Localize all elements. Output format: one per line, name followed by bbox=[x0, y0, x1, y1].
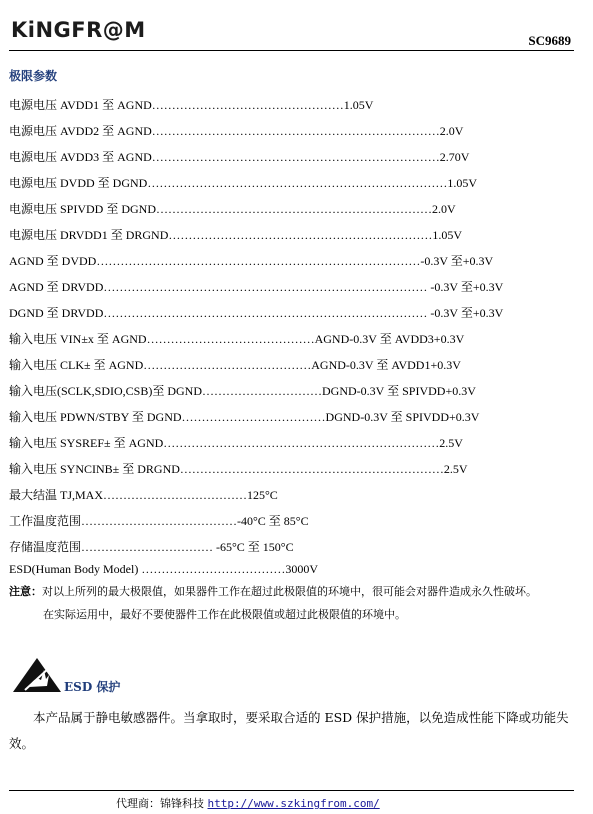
company-logo: KiNGFR@M bbox=[11, 18, 146, 42]
spec-row: 输入电压(SCLK,SDIO,CSB)至 DGND…………………………DGND-0.3V 至 SPIVDD+0.3V bbox=[9, 384, 476, 398]
footer bbox=[116, 795, 380, 811]
note-text: 对以上所列的最大极限值，如果器件工作在超过此极限值的环境中，很可能会对器件造成永久性破坏。 bbox=[42, 585, 537, 598]
spec-row: 电源电压 AVDD1 至 AGND…………………………………………1.05V bbox=[9, 98, 374, 112]
spec-row: 电源电压 DRVDD1 至 DRGND…………………………………………………………1.05V bbox=[9, 228, 463, 242]
esd-warning-icon bbox=[11, 656, 63, 694]
spec-row: DGND 至 DRVDD……………………………………………………………………… -0.3V 至+0.3V bbox=[9, 306, 504, 320]
spec-row: 工作温度范围…………………………………-40°C 至 85°C bbox=[9, 514, 309, 528]
spec-row: 电源电压 SPIVDD 至 DGND……………………………………………………………2.0V bbox=[9, 202, 456, 216]
section-title: 极限参数 bbox=[9, 69, 58, 83]
spec-row: 存储温度范围…………………………… -65°C 至 150°C bbox=[9, 540, 294, 554]
spec-row: 电源电压 AVDD3 至 AGND………………………………………………………………2.70V bbox=[9, 150, 470, 164]
header-divider bbox=[9, 50, 574, 51]
spec-row: 电源电压 DVDD 至 DGND…………………………………………………………………1.05V bbox=[9, 176, 477, 190]
spec-row: 输入电压 SYNCINB± 至 DRGND…………………………………………………………2.5V bbox=[9, 462, 468, 476]
spec-row: 输入电压 CLK± 至 AGND……………………………………AGND-0.3V 至 AVDD1+0.3V bbox=[9, 358, 461, 372]
footer-link[interactable]: http://www.szkingfrom.com/ bbox=[207, 797, 380, 810]
model-number: SC9689 bbox=[528, 33, 571, 48]
warning-note bbox=[9, 583, 537, 599]
esd-paragraph: 本产品属于静电敏感器件。当拿取时，要采取合适的 ESD 保护措施，以免造成性能下降或功能失效。 bbox=[9, 710, 569, 751]
spec-row: 电源电压 AVDD2 至 AGND………………………………………………………………2.0V bbox=[9, 124, 464, 138]
spec-row: AGND 至 DVDD………………………………………………………………………-0.3V 至+0.3V bbox=[9, 254, 494, 268]
spec-row: AGND 至 DRVDD……………………………………………………………………… -0.3V 至+0.3V bbox=[9, 280, 504, 294]
note-text-2: 在实际运用中，最好不要使器件工作在此极限值或超过此极限值的环境中。 bbox=[43, 608, 406, 621]
spec-row: 最大结温 TJ,MAX………………………………125°C bbox=[9, 488, 278, 502]
spec-row: ESD(Human Body Model) ………………………………3000V bbox=[9, 562, 318, 576]
footer-label: 代理商：锦锋科技 bbox=[116, 797, 204, 810]
spec-row: 输入电压 VIN±x 至 AGND……………………………………AGND-0.3V 至 AVDD3+0.3V bbox=[9, 332, 465, 346]
footer-divider bbox=[9, 790, 574, 791]
note-label: 注意： bbox=[9, 585, 42, 598]
spec-row: 输入电压 PDWN/STBY 至 DGND………………………………DGND-0.3V 至 SPIVDD+0.3V bbox=[9, 410, 480, 424]
spec-row: 输入电压 SYSREF± 至 AGND……………………………………………………………2.5V bbox=[9, 436, 463, 450]
esd-title: ESD 保护 bbox=[64, 680, 121, 694]
